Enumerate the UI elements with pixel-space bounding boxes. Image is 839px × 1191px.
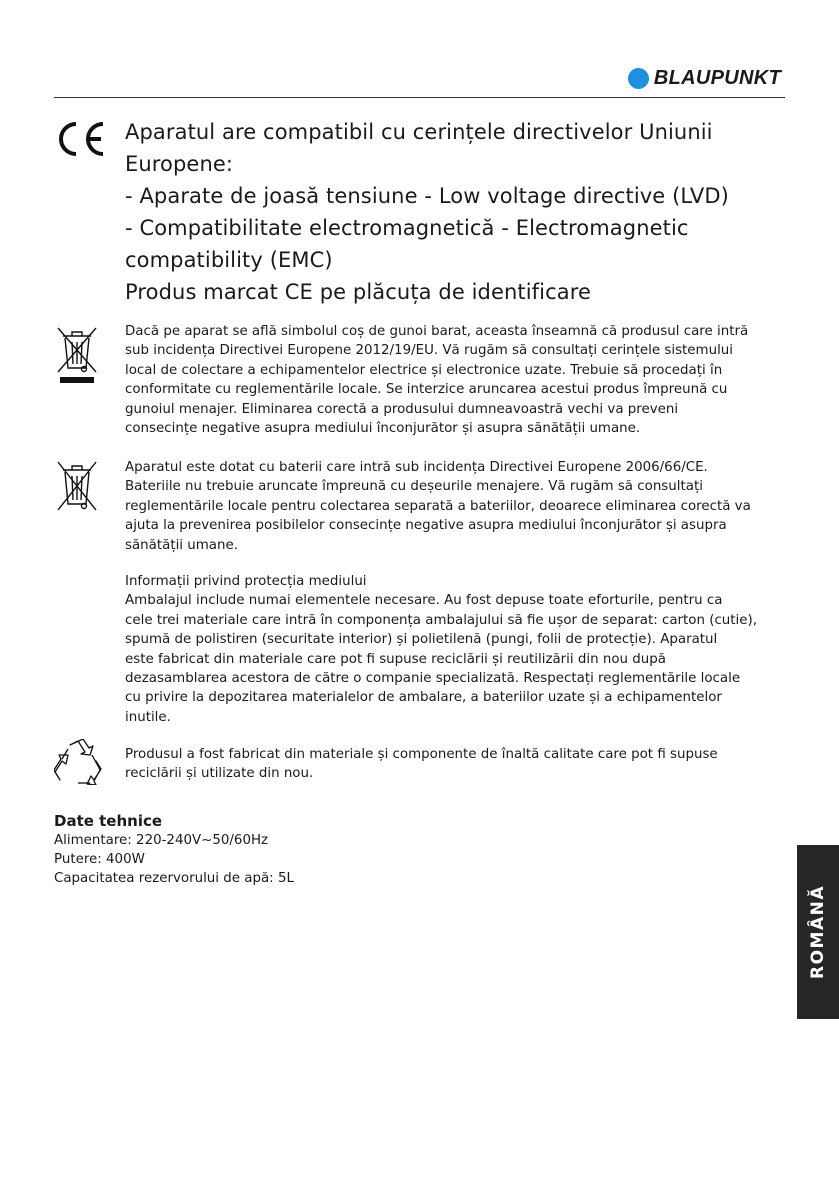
environment-text-line: dezasamblarea acestora de către o companie specializată. Respectați reglementările locale — [125, 671, 741, 687]
ce-text-line: - Aparate de joasă tensiune - Low voltage directive (LVD) — [125, 184, 729, 208]
ce-text-line: Aparatul are compatibil cu cerințele directivelor Uniunii — [125, 120, 713, 144]
environment-text-line: Ambalajul include numai elementele necesare. Au fost depuse toate eforturile, pentru ca — [125, 593, 723, 609]
weee-text-line: local de colectare a echipamentelor electrice și electronice uzate. Trebuie să procedați în — [125, 362, 723, 378]
battery-text-line: Aparatul este dotat cu baterii care intră sub incidența Directivei Europene 2006/66/CE. — [125, 460, 708, 475]
language-tab — [797, 845, 839, 1019]
weee-section — [125, 322, 790, 438]
logo-dot-icon — [628, 68, 649, 89]
environment-text-line: este fabricat din materiale care pot fi supuse reciclării și reutilizării din nou după — [125, 651, 666, 667]
ce-text-line: Europene: — [125, 152, 234, 176]
environment-section — [125, 572, 790, 727]
ce-text-line: Produs marcat CE pe plăcuța de identificare — [125, 280, 592, 304]
crossed-bin-battery-icon — [54, 458, 100, 514]
weee-text-line: conformitate cu reglementările locale. Se interzice aruncarea acestui produs împreună cu — [125, 382, 728, 398]
environment-text-line: cu privire la depozitarea materialelor de ambalare, a bateriilor uzate și a echipamentelor — [125, 690, 722, 706]
tech-spec-power-supply: Alimentare: 220-240V~50/60Hz — [54, 833, 269, 848]
recycle-text-line: reciclării și utilizate din nou. — [125, 766, 314, 782]
recycle-text-line: Produsul a fost fabricat din materiale și componente de înaltă calitate care pot fi supuse — [125, 747, 718, 762]
weee-text-line: Dacă pe aparat se află simbolul coș de gunoi barat, aceasta înseamnă că produsul care intră — [125, 324, 749, 339]
brand-logo — [628, 67, 781, 90]
brand-name: BLAUPUNKT — [653, 67, 781, 89]
battery-text-line: Bateriile nu trebuie aruncate împreună cu deșeurile menajere. Vă rugăm să consultați — [125, 479, 703, 495]
environment-text-line: inutile. — [125, 709, 171, 725]
battery-text-line: sănătății umane. — [125, 537, 238, 553]
environment-heading: Informații privind protecția mediului — [125, 574, 367, 589]
environment-text-line: spumă de polistiren (securitate interior) și polietilenă (pungi, folii de protecție). Aparatul — [125, 632, 718, 648]
tech-spec-power: Putere: 400W — [54, 852, 145, 867]
language-label: ROMÂNĂ — [808, 885, 828, 979]
environment-text-line: cele trei materiale care intră în componența ambalajului să fie ușor de separat: carton (cutie), — [125, 612, 757, 628]
recycle-section — [125, 745, 790, 784]
crossed-bin-icon — [54, 322, 100, 384]
battery-text-line: reglementările locale pentru colectarea separată a bateriilor, deoarece eliminarea corectă va — [125, 498, 751, 514]
tech-spec-tank-capacity: Capacitatea rezervorului de apă: 5L — [54, 871, 294, 886]
tech-section — [54, 811, 294, 888]
battery-text-line: ajuta la prevenirea posibilelor consecințe negative asupra mediului înconjurător și asupra — [125, 518, 727, 534]
battery-section — [125, 458, 790, 555]
ce-mark-icon — [54, 120, 106, 158]
tech-title: Date tehnice — [54, 812, 163, 830]
recycle-icon — [54, 739, 102, 785]
weee-text-line: gunoiul menajer. Eliminarea corectă a produsului dumneavoastră vechi va preveni — [125, 401, 679, 417]
header-divider — [54, 97, 785, 98]
weee-text-line: sub incidența Directivei Europene 2012/19/EU. Vă rugăm să consultați cerințele sistemului — [125, 343, 733, 359]
ce-text-line: - Compatibilitate electromagnetică - Electromagnetic — [125, 216, 689, 240]
weee-text-line: consecințe negative asupra mediului înconjurător și asupra sănătății umane. — [125, 421, 641, 437]
ce-text-line: compatibility (EMC) — [125, 248, 333, 272]
